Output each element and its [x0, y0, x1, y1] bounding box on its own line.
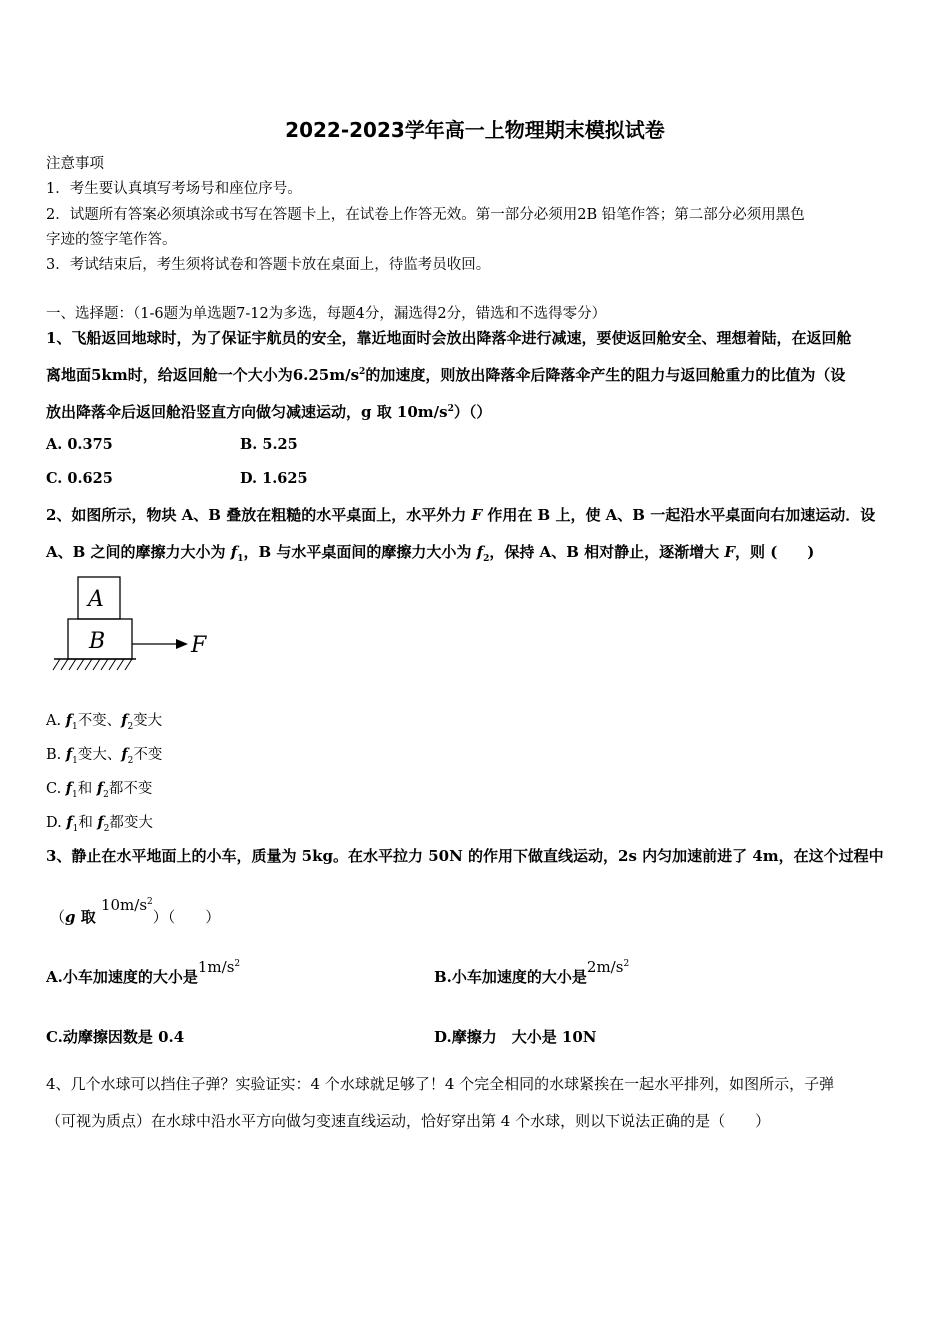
q3-option-d: D.摩擦力 大小是 10N [434, 1028, 597, 1046]
option-text: 都变大 [109, 815, 153, 831]
q2-text: A、B 之间的摩擦力大小为 [46, 543, 231, 561]
option-value [198, 958, 240, 976]
q2-var-f2: f [476, 543, 484, 561]
option-text: 都不变 [108, 781, 153, 797]
q3-text: （ [50, 908, 66, 926]
arrow-head-icon [176, 639, 188, 649]
q2-text: ，则 ( ) [734, 543, 815, 561]
q3-option-b [434, 958, 630, 987]
var-f: f [66, 814, 73, 831]
q3-text: ）（ ） [152, 908, 221, 926]
note-item-1: 1．考生要认真填写考场号和座位序号。 [46, 181, 302, 197]
block-a-label: A [88, 587, 104, 612]
q2-line-2 [46, 541, 814, 564]
q3-var-g: g [65, 908, 76, 926]
note-item-2: 2．试题所有答案必须填涂或书写在答题卡上，在试卷上作答无效。第一部分必须用2B 铅笔作答；第二部分必须用黑色 [46, 207, 805, 223]
q2-text: ，B 与水平桌面间的摩擦力大小为 [243, 543, 477, 561]
q1-text: ）（） [453, 403, 492, 421]
q1-option-d: D. 1.625 [240, 470, 308, 487]
q1-sup: 2 [447, 404, 454, 414]
q2-var-f: F [471, 506, 483, 524]
q1-line-3 [46, 401, 491, 422]
q1-option-c: C. 0.625 [46, 470, 113, 487]
sub: 2 [103, 823, 110, 834]
sub: 2 [103, 789, 109, 800]
sub: 2 [127, 755, 134, 766]
q3-sup: 2 [147, 897, 153, 907]
option-value [587, 958, 629, 976]
section-heading: 一、选择题：（1-6题为单选题7-12为多选，每题4分，漏选得2分，错选和不选得零分） [46, 306, 607, 322]
option-text: 不变 [133, 747, 163, 763]
q3-option-c: C.动摩擦因数是 0.4 [46, 1028, 185, 1046]
q2-line-1 [46, 504, 875, 525]
q1-line-1: 1、飞船返回地球时，为了保证宇航员的安全，靠近地面时会放出降落伞进行减速，要使返回舱安全、理想着陆，在返回舱 [46, 329, 852, 347]
q2-text: 作用在 B 上，使 A、B 一起沿水平桌面向右加速运动．设 [482, 506, 876, 524]
option-letter: D. [46, 815, 67, 831]
notes-heading: 注意事项 [46, 156, 104, 172]
note-item-2-cont: 字迹的签字笔作答。 [46, 232, 177, 248]
q3-option-a [46, 958, 241, 987]
var-f: f [65, 712, 72, 729]
option-text: 不变、 [77, 713, 122, 729]
option-letter: B. [46, 747, 66, 763]
option-text: B.小车加速度的大小是 [434, 968, 587, 986]
q2-sub: 1 [237, 554, 244, 564]
q4-line-2: （可视为质点）在水球中沿水平方向做匀变速直线运动，恰好穿出第 4 个水球，则以下说法正确的是（ ） [46, 1112, 771, 1130]
var-f: f [121, 712, 128, 729]
q1-text: 放出降落伞后返回舱沿竖直方向做匀减速运动，g 取 10m/s [46, 403, 448, 421]
q3-value: 10m/s [100, 896, 148, 914]
q1-option-a: A. 0.375 [46, 436, 113, 453]
q2-option-a [46, 709, 162, 732]
value: 1m/s [197, 958, 235, 976]
sup: 2 [234, 959, 241, 969]
note-item-3: 3．考试结束后，考生须将试卷和答题卡放在桌面上，待监考员收回。 [46, 257, 491, 273]
var-f: f [65, 780, 73, 797]
option-text: A.小车加速度的大小是 [46, 968, 198, 986]
var-f: f [97, 814, 104, 831]
option-text: 变大、 [77, 747, 122, 763]
option-text: 和 [78, 815, 98, 831]
page-title: 2022-2023学年高一上物理期末模拟试卷 [285, 118, 665, 142]
q1-text: 离地面5km时，给返回舱一个大小为6.25m/s [46, 366, 360, 384]
q2-var-f: F [724, 543, 735, 561]
q2-option-c [46, 777, 152, 800]
sub: 1 [72, 823, 79, 834]
value: 2m/s [586, 958, 624, 976]
sub: 1 [72, 789, 78, 800]
var-f: f [65, 746, 73, 763]
q3-line-2 [50, 896, 221, 927]
option-letter: C. [46, 781, 66, 797]
q1-sup: 2 [359, 367, 366, 377]
q2-option-b [46, 743, 162, 766]
option-text: 变大 [133, 713, 163, 729]
q4-line-1: 4、几个水球可以挡住子弹？实验证实：4 个水球就足够了！4 个完全相同的水球紧挨在一起水平排列，如图所示，子弹 [46, 1075, 835, 1093]
q1-text: 的加速度，则放出降落伞后降落伞产生的阻力与返回舱重力的比值为（设 [365, 366, 846, 384]
q1-line-2 [46, 364, 845, 385]
sub: 1 [71, 721, 78, 732]
q3-g-value [101, 896, 153, 914]
q2-text: ，保持 A、B 相对静止，逐渐增大 [489, 543, 725, 561]
var-f: f [96, 780, 104, 797]
ground-hatch [53, 659, 132, 670]
q2-text: 2、如图所示，物块 A、B 叠放在粗糙的水平桌面上，水平外力 [46, 506, 472, 524]
force-label: F [191, 633, 207, 658]
option-letter: A. [46, 713, 66, 729]
q2-var-f1: f [230, 543, 238, 561]
option-text: 和 [77, 781, 97, 797]
block-b-label: B [89, 629, 106, 654]
sub: 1 [72, 755, 78, 766]
q2-sub: 2 [483, 554, 490, 564]
var-f: f [121, 746, 128, 763]
q2-option-d [46, 811, 153, 834]
sup: 2 [623, 959, 630, 969]
q3-line-1: 3、静止在水平地面上的小车，质量为 5kg。在水平拉力 50N 的作用下做直线运动，2s 内匀加速前进了 4m，在这个过程中 [46, 847, 884, 865]
sub: 2 [127, 721, 134, 732]
q1-option-b: B. 5.25 [240, 436, 298, 453]
q3-text: 取 [75, 908, 101, 926]
blocks-figure [48, 572, 218, 677]
